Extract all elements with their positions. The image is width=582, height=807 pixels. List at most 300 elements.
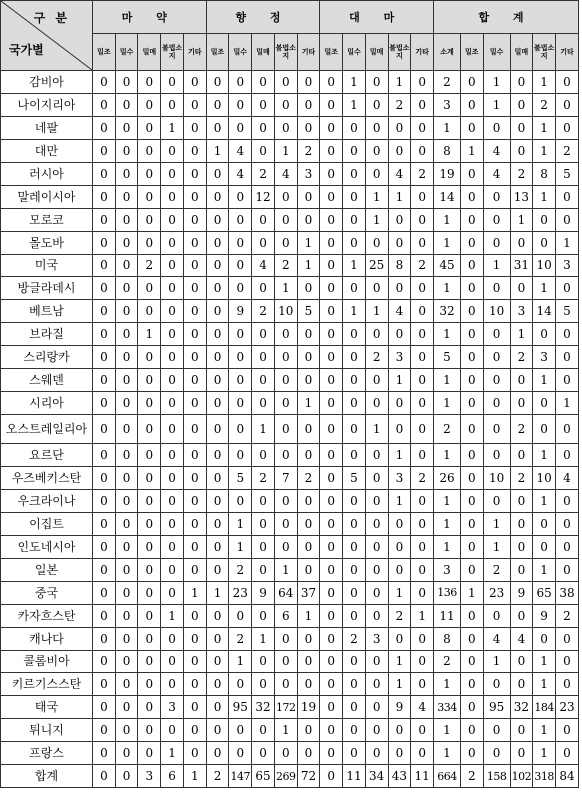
value-cell: 0 xyxy=(161,392,184,415)
value-cell: 0 xyxy=(206,558,229,581)
value-cell: 0 xyxy=(229,185,252,208)
value-cell: 0 xyxy=(555,512,578,535)
table-row xyxy=(1,231,579,254)
value-cell: 2 xyxy=(555,604,578,627)
value-cell: 0 xyxy=(320,650,343,673)
value-cell: 0 xyxy=(555,627,578,650)
value-cell: 11 xyxy=(411,765,434,788)
value-cell: 136 xyxy=(434,581,461,604)
value-cell: 0 xyxy=(93,765,116,788)
value-cell: 184 xyxy=(533,696,556,719)
value-cell: 0 xyxy=(161,650,184,673)
value-cell: 0 xyxy=(411,208,434,231)
value-cell: 2 xyxy=(510,346,533,369)
value-cell: 0 xyxy=(229,254,252,277)
value-cell: 0 xyxy=(297,116,320,139)
value-cell: 1 xyxy=(183,765,206,788)
table-row xyxy=(1,535,579,558)
value-cell: 0 xyxy=(343,231,366,254)
value-cell: 0 xyxy=(252,650,275,673)
country-cell: 인도네시아 xyxy=(1,535,93,558)
value-cell: 2 xyxy=(434,650,461,673)
value-cell: 0 xyxy=(460,231,483,254)
value-cell: 0 xyxy=(343,116,366,139)
value-cell: 0 xyxy=(93,581,116,604)
value-cell: 0 xyxy=(510,489,533,512)
value-cell: 65 xyxy=(533,581,556,604)
value-cell: 0 xyxy=(388,719,411,742)
value-cell: 0 xyxy=(274,369,297,392)
value-cell: 1 xyxy=(365,208,388,231)
value-cell: 0 xyxy=(320,742,343,765)
value-cell: 0 xyxy=(297,742,320,765)
value-cell: 0 xyxy=(183,696,206,719)
value-cell: 2 xyxy=(252,467,275,490)
value-cell: 0 xyxy=(460,650,483,673)
value-cell: 0 xyxy=(320,415,343,444)
value-cell: 0 xyxy=(161,467,184,490)
value-cell: 0 xyxy=(93,444,116,467)
country-cell: 이집트 xyxy=(1,512,93,535)
value-cell: 0 xyxy=(320,231,343,254)
value-cell: 0 xyxy=(115,696,138,719)
value-cell: 10 xyxy=(483,467,510,490)
value-cell: 0 xyxy=(138,467,161,490)
value-cell: 1 xyxy=(229,650,252,673)
value-cell: 0 xyxy=(320,208,343,231)
value-cell: 0 xyxy=(483,604,510,627)
value-cell: 8 xyxy=(533,162,556,185)
value-cell: 1 xyxy=(365,300,388,323)
value-cell: 0 xyxy=(460,392,483,415)
value-cell: 1 xyxy=(533,673,556,696)
value-cell: 0 xyxy=(555,535,578,558)
value-cell: 0 xyxy=(343,489,366,512)
value-cell: 3 xyxy=(161,696,184,719)
value-cell: 1 xyxy=(388,650,411,673)
value-cell: 0 xyxy=(388,139,411,162)
value-cell: 0 xyxy=(365,719,388,742)
table-row xyxy=(1,581,579,604)
value-cell: 1 xyxy=(533,139,556,162)
value-cell: 0 xyxy=(229,673,252,696)
subheader-possession: 불법소지 xyxy=(274,34,297,71)
value-cell: 0 xyxy=(460,277,483,300)
value-cell: 0 xyxy=(161,93,184,116)
group-header-narcotics: 마 약 xyxy=(93,1,207,34)
value-cell: 0 xyxy=(93,392,116,415)
value-cell: 1 xyxy=(411,604,434,627)
value-cell: 0 xyxy=(320,444,343,467)
value-cell: 84 xyxy=(555,765,578,788)
value-cell: 0 xyxy=(206,369,229,392)
value-cell: 0 xyxy=(115,231,138,254)
value-cell: 8 xyxy=(434,627,461,650)
value-cell: 0 xyxy=(411,742,434,765)
value-cell: 2 xyxy=(297,467,320,490)
value-cell: 0 xyxy=(274,673,297,696)
value-cell: 0 xyxy=(460,604,483,627)
value-cell: 0 xyxy=(274,392,297,415)
value-cell: 0 xyxy=(115,392,138,415)
value-cell: 1 xyxy=(434,369,461,392)
country-cell: 베트남 xyxy=(1,300,93,323)
value-cell: 2 xyxy=(343,627,366,650)
value-cell: 0 xyxy=(183,323,206,346)
value-cell: 0 xyxy=(320,719,343,742)
value-cell: 1 xyxy=(297,604,320,627)
value-cell: 1 xyxy=(388,673,411,696)
value-cell: 0 xyxy=(93,254,116,277)
country-cell: 우크라이나 xyxy=(1,489,93,512)
value-cell: 0 xyxy=(555,558,578,581)
value-cell: 1 xyxy=(434,719,461,742)
value-cell: 0 xyxy=(510,558,533,581)
value-cell: 0 xyxy=(115,673,138,696)
value-cell: 0 xyxy=(483,415,510,444)
value-cell: 25 xyxy=(365,254,388,277)
value-cell: 0 xyxy=(460,300,483,323)
value-cell: 34 xyxy=(365,765,388,788)
value-cell: 0 xyxy=(388,627,411,650)
value-cell: 0 xyxy=(138,369,161,392)
group-header-total: 합 계 xyxy=(434,1,579,34)
value-cell: 0 xyxy=(183,369,206,392)
value-cell: 0 xyxy=(274,444,297,467)
country-cell: 방글라데시 xyxy=(1,277,93,300)
value-cell: 147 xyxy=(229,765,252,788)
value-cell: 0 xyxy=(252,535,275,558)
country-cell: 우즈베키스탄 xyxy=(1,467,93,490)
value-cell: 0 xyxy=(297,650,320,673)
value-cell: 0 xyxy=(343,673,366,696)
value-cell: 0 xyxy=(115,346,138,369)
value-cell: 10 xyxy=(483,300,510,323)
value-cell: 1 xyxy=(161,604,184,627)
table-row xyxy=(1,392,579,415)
value-cell: 0 xyxy=(460,254,483,277)
value-cell: 0 xyxy=(252,277,275,300)
value-cell: 0 xyxy=(365,558,388,581)
value-cell: 14 xyxy=(533,300,556,323)
value-cell: 3 xyxy=(388,346,411,369)
value-cell: 0 xyxy=(365,277,388,300)
value-cell: 1 xyxy=(274,139,297,162)
value-cell: 0 xyxy=(183,392,206,415)
value-cell: 0 xyxy=(533,512,556,535)
value-cell: 0 xyxy=(274,231,297,254)
subheader-other: 기타 xyxy=(411,34,434,71)
value-cell: 0 xyxy=(115,369,138,392)
value-cell: 0 xyxy=(229,444,252,467)
value-cell: 0 xyxy=(483,392,510,415)
value-cell: 0 xyxy=(411,444,434,467)
table-row xyxy=(1,444,579,467)
subheader-other: 기타 xyxy=(183,34,206,71)
value-cell: 1 xyxy=(434,392,461,415)
value-cell: 0 xyxy=(411,489,434,512)
country-cell: 나이지리아 xyxy=(1,93,93,116)
value-cell: 0 xyxy=(388,415,411,444)
value-cell: 0 xyxy=(206,535,229,558)
subheader-total-trafficking: 밀매 xyxy=(510,34,533,71)
value-cell: 0 xyxy=(183,604,206,627)
value-cell: 1 xyxy=(138,323,161,346)
value-cell: 3 xyxy=(555,254,578,277)
value-cell: 0 xyxy=(138,277,161,300)
value-cell: 0 xyxy=(229,489,252,512)
subheader-manufacture: 밀조 xyxy=(320,34,343,71)
value-cell: 0 xyxy=(320,139,343,162)
value-cell: 0 xyxy=(510,673,533,696)
value-cell: 0 xyxy=(320,627,343,650)
value-cell: 0 xyxy=(206,415,229,444)
value-cell: 0 xyxy=(138,604,161,627)
value-cell: 0 xyxy=(229,719,252,742)
table-row xyxy=(1,742,579,765)
value-cell: 0 xyxy=(460,742,483,765)
value-cell: 0 xyxy=(297,208,320,231)
value-cell: 0 xyxy=(183,139,206,162)
value-cell: 9 xyxy=(229,300,252,323)
value-cell: 1 xyxy=(343,254,366,277)
value-cell: 0 xyxy=(93,139,116,162)
country-cell: 모로코 xyxy=(1,208,93,231)
value-cell: 0 xyxy=(411,277,434,300)
table-row xyxy=(1,139,579,162)
value-cell: 0 xyxy=(115,489,138,512)
value-cell: 0 xyxy=(460,558,483,581)
value-cell: 19 xyxy=(434,162,461,185)
value-cell: 2 xyxy=(510,415,533,444)
header-row-groups xyxy=(1,1,579,34)
value-cell: 45 xyxy=(434,254,461,277)
value-cell: 0 xyxy=(229,415,252,444)
value-cell: 0 xyxy=(411,415,434,444)
value-cell: 0 xyxy=(206,346,229,369)
value-cell: 0 xyxy=(365,93,388,116)
value-cell: 0 xyxy=(138,650,161,673)
value-cell: 0 xyxy=(320,323,343,346)
value-cell: 0 xyxy=(206,116,229,139)
value-cell: 9 xyxy=(510,581,533,604)
value-cell: 10 xyxy=(274,300,297,323)
corner-bottom-label: 국가별 xyxy=(9,43,44,57)
value-cell: 172 xyxy=(274,696,297,719)
value-cell: 0 xyxy=(388,231,411,254)
value-cell: 0 xyxy=(274,535,297,558)
value-cell: 0 xyxy=(115,512,138,535)
value-cell: 0 xyxy=(510,719,533,742)
value-cell: 0 xyxy=(138,444,161,467)
value-cell: 0 xyxy=(388,742,411,765)
value-cell: 1 xyxy=(388,444,411,467)
country-cell: 키르기스스탄 xyxy=(1,673,93,696)
value-cell: 0 xyxy=(115,719,138,742)
value-cell: 37 xyxy=(297,581,320,604)
value-cell: 0 xyxy=(365,392,388,415)
value-cell: 2 xyxy=(388,604,411,627)
value-cell: 1 xyxy=(252,415,275,444)
value-cell: 2 xyxy=(388,93,411,116)
value-cell: 0 xyxy=(510,369,533,392)
country-cell: 감비아 xyxy=(1,71,93,94)
value-cell: 0 xyxy=(274,208,297,231)
value-cell: 0 xyxy=(533,392,556,415)
value-cell: 1 xyxy=(161,116,184,139)
value-cell: 0 xyxy=(206,162,229,185)
value-cell: 0 xyxy=(460,323,483,346)
value-cell: 102 xyxy=(510,765,533,788)
value-cell: 0 xyxy=(161,208,184,231)
value-cell: 95 xyxy=(229,696,252,719)
value-cell: 0 xyxy=(274,93,297,116)
value-cell: 0 xyxy=(343,185,366,208)
value-cell: 1 xyxy=(274,277,297,300)
value-cell: 0 xyxy=(229,742,252,765)
value-cell: 0 xyxy=(320,558,343,581)
value-cell: 0 xyxy=(206,489,229,512)
value-cell: 0 xyxy=(320,512,343,535)
value-cell: 0 xyxy=(460,162,483,185)
value-cell: 0 xyxy=(483,742,510,765)
value-cell: 0 xyxy=(533,535,556,558)
value-cell: 1 xyxy=(483,512,510,535)
value-cell: 0 xyxy=(252,444,275,467)
value-cell: 1 xyxy=(388,581,411,604)
value-cell: 0 xyxy=(138,742,161,765)
value-cell: 0 xyxy=(343,650,366,673)
value-cell: 0 xyxy=(365,139,388,162)
value-cell: 9 xyxy=(388,696,411,719)
value-cell: 0 xyxy=(297,512,320,535)
value-cell: 0 xyxy=(343,277,366,300)
value-cell: 2 xyxy=(365,346,388,369)
value-cell: 0 xyxy=(161,71,184,94)
value-cell: 2 xyxy=(483,558,510,581)
value-cell: 4 xyxy=(229,162,252,185)
subheader-possession: 불법소지 xyxy=(161,34,184,71)
total-row xyxy=(1,765,579,788)
value-cell: 0 xyxy=(183,444,206,467)
value-cell: 1 xyxy=(533,558,556,581)
value-cell: 32 xyxy=(252,696,275,719)
value-cell: 158 xyxy=(483,765,510,788)
value-cell: 2 xyxy=(411,254,434,277)
value-cell: 4 xyxy=(388,162,411,185)
value-cell: 0 xyxy=(183,254,206,277)
value-cell: 0 xyxy=(206,627,229,650)
table-row xyxy=(1,719,579,742)
value-cell: 0 xyxy=(161,489,184,512)
value-cell: 0 xyxy=(460,346,483,369)
value-cell: 0 xyxy=(138,93,161,116)
value-cell: 0 xyxy=(138,489,161,512)
value-cell: 38 xyxy=(555,581,578,604)
value-cell: 0 xyxy=(206,300,229,323)
value-cell: 0 xyxy=(206,512,229,535)
value-cell: 0 xyxy=(411,231,434,254)
table-row xyxy=(1,185,579,208)
value-cell: 0 xyxy=(138,71,161,94)
value-cell: 1 xyxy=(274,558,297,581)
value-cell: 0 xyxy=(229,71,252,94)
value-cell: 0 xyxy=(533,231,556,254)
value-cell: 1 xyxy=(206,581,229,604)
value-cell: 0 xyxy=(183,673,206,696)
value-cell: 32 xyxy=(510,696,533,719)
value-cell: 0 xyxy=(320,346,343,369)
value-cell: 1 xyxy=(229,512,252,535)
value-cell: 0 xyxy=(115,467,138,490)
value-cell: 0 xyxy=(320,604,343,627)
subheader-manufacture: 밀조 xyxy=(93,34,116,71)
value-cell: 8 xyxy=(434,139,461,162)
value-cell: 0 xyxy=(555,116,578,139)
value-cell: 0 xyxy=(343,444,366,467)
value-cell: 0 xyxy=(411,535,434,558)
value-cell: 0 xyxy=(183,277,206,300)
value-cell: 0 xyxy=(138,512,161,535)
value-cell: 0 xyxy=(460,489,483,512)
subheader-total-other: 기타 xyxy=(555,34,578,71)
value-cell: 0 xyxy=(483,444,510,467)
value-cell: 0 xyxy=(297,673,320,696)
value-cell: 7 xyxy=(274,467,297,490)
value-cell: 0 xyxy=(365,162,388,185)
table-row xyxy=(1,627,579,650)
value-cell: 6 xyxy=(161,765,184,788)
value-cell: 0 xyxy=(365,231,388,254)
value-cell: 0 xyxy=(320,277,343,300)
value-cell: 0 xyxy=(183,719,206,742)
value-cell: 3 xyxy=(434,558,461,581)
country-cell: 말레이시아 xyxy=(1,185,93,208)
value-cell: 0 xyxy=(93,512,116,535)
value-cell: 0 xyxy=(93,535,116,558)
value-cell: 0 xyxy=(343,512,366,535)
value-cell: 1 xyxy=(229,535,252,558)
value-cell: 1 xyxy=(555,392,578,415)
value-cell: 0 xyxy=(411,369,434,392)
value-cell: 0 xyxy=(229,277,252,300)
value-cell: 0 xyxy=(161,558,184,581)
value-cell: 0 xyxy=(206,185,229,208)
value-cell: 4 xyxy=(483,162,510,185)
value-cell: 0 xyxy=(460,673,483,696)
table-row xyxy=(1,208,579,231)
value-cell: 0 xyxy=(297,346,320,369)
country-cell: 합계 xyxy=(1,765,93,788)
value-cell: 1 xyxy=(434,116,461,139)
subheader-trafficking: 밀매 xyxy=(252,34,275,71)
value-cell: 0 xyxy=(161,369,184,392)
value-cell: 2 xyxy=(252,162,275,185)
value-cell: 0 xyxy=(483,323,510,346)
value-cell: 2 xyxy=(297,139,320,162)
value-cell: 0 xyxy=(320,254,343,277)
value-cell: 1 xyxy=(483,93,510,116)
value-cell: 0 xyxy=(411,558,434,581)
value-cell: 0 xyxy=(460,93,483,116)
value-cell: 2 xyxy=(274,254,297,277)
value-cell: 1 xyxy=(343,300,366,323)
value-cell: 0 xyxy=(93,185,116,208)
country-cell: 튀니지 xyxy=(1,719,93,742)
value-cell: 0 xyxy=(138,392,161,415)
value-cell: 0 xyxy=(183,489,206,512)
value-cell: 0 xyxy=(183,162,206,185)
